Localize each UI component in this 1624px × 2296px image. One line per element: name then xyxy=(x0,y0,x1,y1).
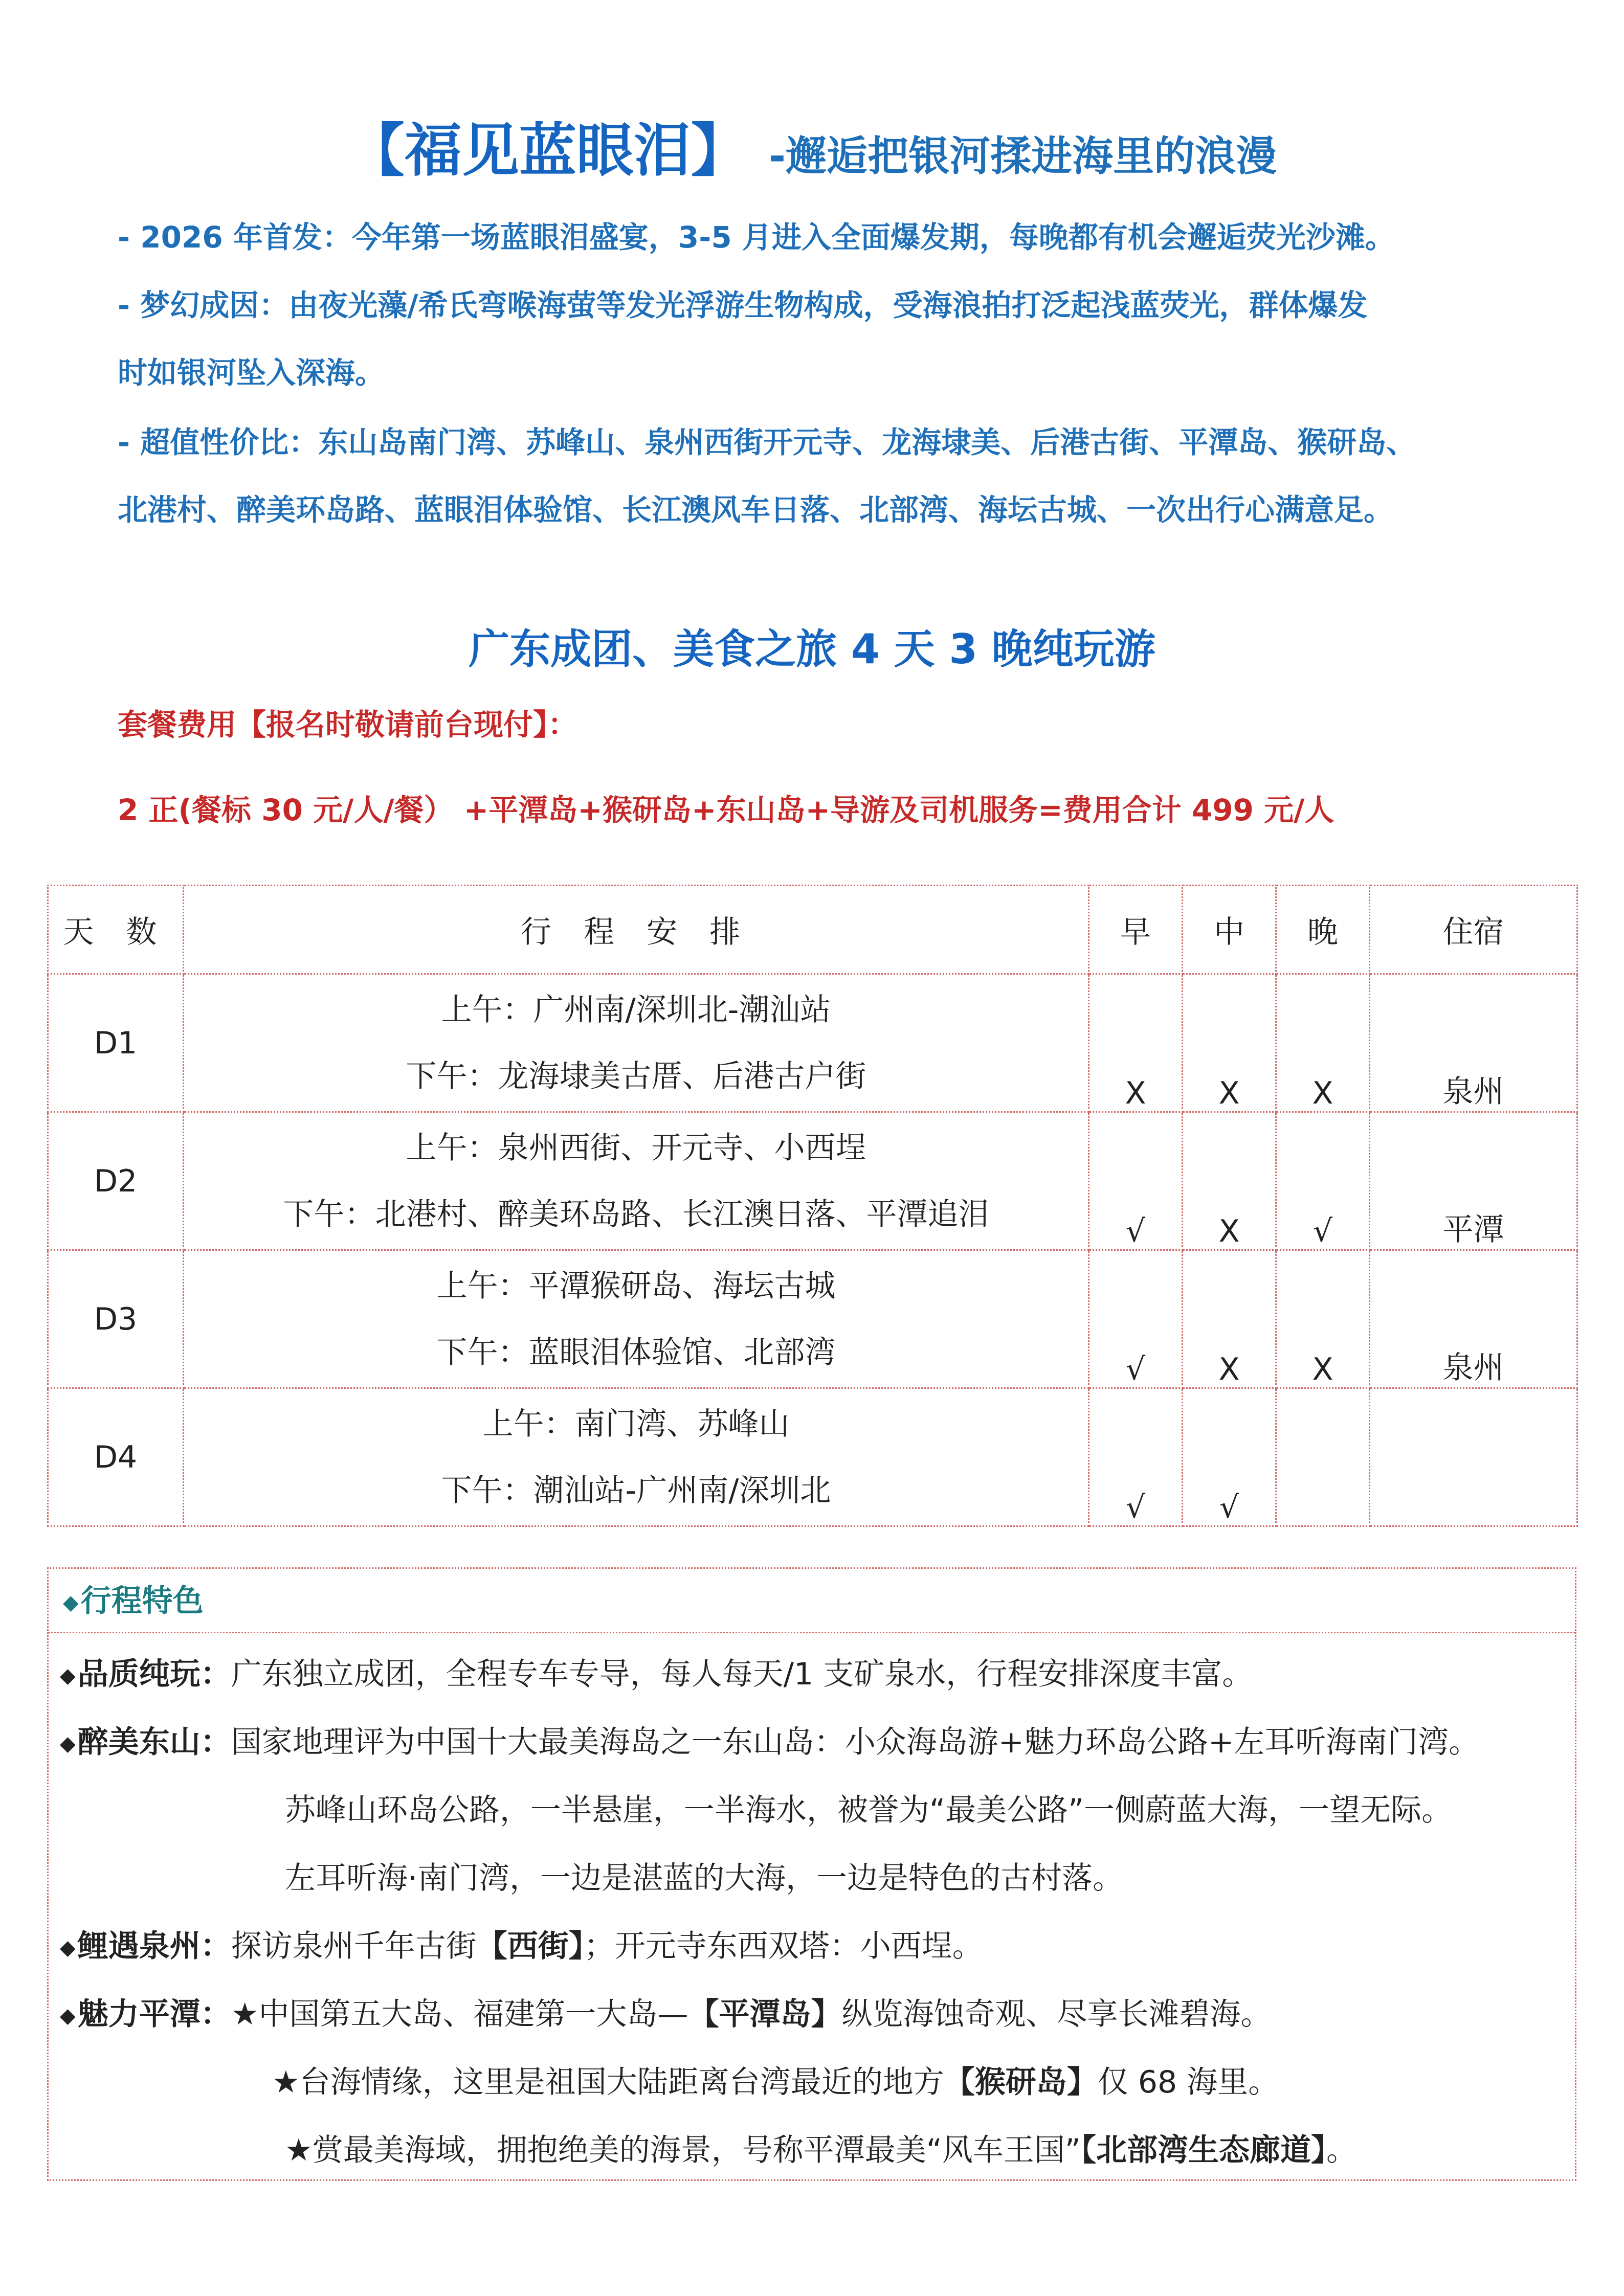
feature-label: 鲤遇泉州： xyxy=(77,1928,231,1964)
feature-highlight: 【北部湾生态廊道】 xyxy=(1080,2132,1326,2168)
day-cell: D3 xyxy=(48,1250,184,1388)
page-title xyxy=(0,105,1624,187)
feature-pingtan xyxy=(60,1980,1575,2049)
intro-line-3a: - 超值性价比：东山岛南门湾、苏峰山、泉州西街开元寺、龙海埭美、后港古街、平潭岛、猴研岛、 xyxy=(118,425,1416,460)
plan-cell xyxy=(184,1112,1089,1250)
feature-label: 醉美东山： xyxy=(77,1724,231,1760)
intro-line-3b: 北港村、醉美环岛路、蓝眼泪体验馆、长江澳风车日落、北部湾、海坛古城、一次出行心满意足。 xyxy=(118,492,1394,527)
table-row xyxy=(48,974,1577,1112)
feature-dongshan xyxy=(60,1708,1575,1776)
day-cell: D2 xyxy=(48,1112,184,1250)
diamond-bullet-icon: ◆ xyxy=(60,1935,76,1960)
dinner-cell: √ xyxy=(1276,1112,1370,1250)
feature-quanzhou xyxy=(60,1912,1575,1980)
plan-cell xyxy=(184,1388,1089,1526)
feature-text: 。 xyxy=(1326,2132,1357,2168)
diamond-bullet-icon: ◆ xyxy=(60,2004,76,2028)
features-heading xyxy=(49,1569,1575,1633)
feature-label: 品质纯玩： xyxy=(77,1656,231,1692)
fee-detail: 2 正(餐标 30 元/人/餐） +平潭岛+猴研岛+东山岛+导游及司机服务=费用合计 499 元/人 xyxy=(118,793,1334,827)
feature-dongshan-line-3: 左耳听海·南门湾，一边是湛蓝的大海，一边是特色的古村落。 xyxy=(285,1860,1124,1896)
feature-text: ；开元寺东西双塔：小西埕。 xyxy=(584,1928,983,1964)
intro-line-1: - 2026 年首发：今年第一场蓝眼泪盛宴，3-5 月进入全面爆发期，每晚都有机会邂逅荧光沙滩。 xyxy=(118,220,1395,255)
header-days: 天 数 xyxy=(48,886,184,974)
feature-pingtan-line-3 xyxy=(60,2117,1575,2185)
feature-text: ★中国第五大岛、福建第一大岛— xyxy=(231,1996,688,2032)
plan-afternoon: 下午：北港村、醉美环岛路、长江澳日落、平潭追泪 xyxy=(283,1196,989,1232)
header-breakfast: 早 xyxy=(1089,886,1183,974)
feature-text: 探访泉州千年古街 xyxy=(231,1928,477,1964)
table-row xyxy=(48,1250,1577,1388)
package-title: 广东成团、美食之旅 4 天 3 晚纯玩游 xyxy=(469,625,1155,673)
plan-morning: 上午：南门湾、苏峰山 xyxy=(482,1406,790,1442)
header-lunch: 中 xyxy=(1183,886,1276,974)
feature-text: 国家地理评为中国十大最美海岛之一东山岛：小众海岛游+魅力环岛公路+左耳听海南门湾。 xyxy=(231,1724,1480,1760)
table-row xyxy=(48,1388,1577,1526)
plan-afternoon: 下午：蓝眼泪体验馆、北部湾 xyxy=(436,1334,836,1370)
feature-label: 魅力平潭： xyxy=(77,1996,231,2032)
feature-text: 纵览海蚀奇观、尽享长滩碧海。 xyxy=(841,1996,1272,2032)
feature-text: ★赏最美海域，拥抱绝美的海景，号称平潭最美“风车王国” xyxy=(285,2132,1081,2168)
breakfast-cell: √ xyxy=(1089,1388,1183,1526)
plan-cell xyxy=(184,974,1089,1112)
breakfast-cell: √ xyxy=(1089,1250,1183,1388)
day-cell: D1 xyxy=(48,974,184,1112)
stay-cell xyxy=(1370,1388,1577,1526)
diamond-bullet-icon: ◆ xyxy=(60,1663,76,1687)
feature-pingtan-line-2 xyxy=(60,2049,1575,2117)
feature-text: 仅 68 海里。 xyxy=(1097,2064,1279,2100)
feature-text: 广东独立成团，全程专车专导，每人每天/1 支矿泉水，行程安排深度丰富。 xyxy=(231,1656,1253,1692)
intro-line-2b: 时如银河坠入深海。 xyxy=(118,355,385,390)
feature-highlight: 【平潭岛】 xyxy=(688,1996,842,2032)
features-box xyxy=(47,1567,1576,2181)
plan-morning: 上午：泉州西街、开元寺、小西埕 xyxy=(406,1130,866,1166)
lunch-cell: X xyxy=(1183,974,1276,1112)
dinner-cell: X xyxy=(1276,1250,1370,1388)
features-body xyxy=(49,1633,1575,2185)
feature-dongshan-line-2: 苏峰山环岛公路，一半悬崖，一半海水，被誉为“最美公路”一侧蔚蓝大海，一望无际。 xyxy=(285,1792,1453,1828)
day-cell: D4 xyxy=(48,1388,184,1526)
stay-cell: 泉州 xyxy=(1370,974,1577,1112)
header-plan: 行 程 安 排 xyxy=(184,886,1089,974)
diamond-bullet-icon: ◆ xyxy=(63,1591,79,1615)
breakfast-cell: √ xyxy=(1089,1112,1183,1250)
feature-text: ★台海情缘，这里是祖国大陆距离台湾最近的地方 xyxy=(272,2064,944,2100)
features-heading-text: 行程特色 xyxy=(80,1583,204,1619)
header-stay: 住宿 xyxy=(1370,886,1577,974)
plan-afternoon: 下午：潮汕站-广州南/深圳北 xyxy=(441,1472,831,1509)
title-main: 【福见蓝眼泪】 xyxy=(347,118,748,184)
lunch-cell: X xyxy=(1183,1112,1276,1250)
plan-afternoon: 下午：龙海埭美古厝、后港古户街 xyxy=(406,1058,866,1094)
lunch-cell: √ xyxy=(1183,1388,1276,1526)
diamond-bullet-icon: ◆ xyxy=(60,1731,76,1755)
feature-highlight: 【猴研岛】 xyxy=(944,2064,1098,2100)
intro-line-2a: - 梦幻成因：由夜光藻/希氏弯喉海萤等发光浮游生物构成，受海浪拍打泛起浅蓝荧光，群体爆发 xyxy=(118,288,1368,323)
plan-cell xyxy=(184,1250,1089,1388)
feature-highlight: 【西街】 xyxy=(476,1928,584,1964)
lunch-cell: X xyxy=(1183,1250,1276,1388)
itinerary-table xyxy=(47,885,1578,1527)
plan-morning: 上午：广州南/深圳北-潮汕站 xyxy=(441,992,831,1028)
dinner-cell: X xyxy=(1276,974,1370,1112)
stay-cell: 泉州 xyxy=(1370,1250,1577,1388)
breakfast-cell: X xyxy=(1089,974,1183,1112)
plan-morning: 上午：平潭猴研岛、海坛古城 xyxy=(436,1268,836,1304)
table-header-row xyxy=(48,886,1577,974)
fee-label: 套餐费用【报名时敬请前台现付】： xyxy=(118,707,578,742)
table-row xyxy=(48,1112,1577,1250)
dinner-cell xyxy=(1276,1388,1370,1526)
header-dinner: 晚 xyxy=(1276,886,1370,974)
stay-cell: 平潭 xyxy=(1370,1112,1577,1250)
title-subtitle: -邂逅把银河揉进海里的浪漫 xyxy=(768,132,1277,180)
feature-quality xyxy=(60,1640,1575,1708)
